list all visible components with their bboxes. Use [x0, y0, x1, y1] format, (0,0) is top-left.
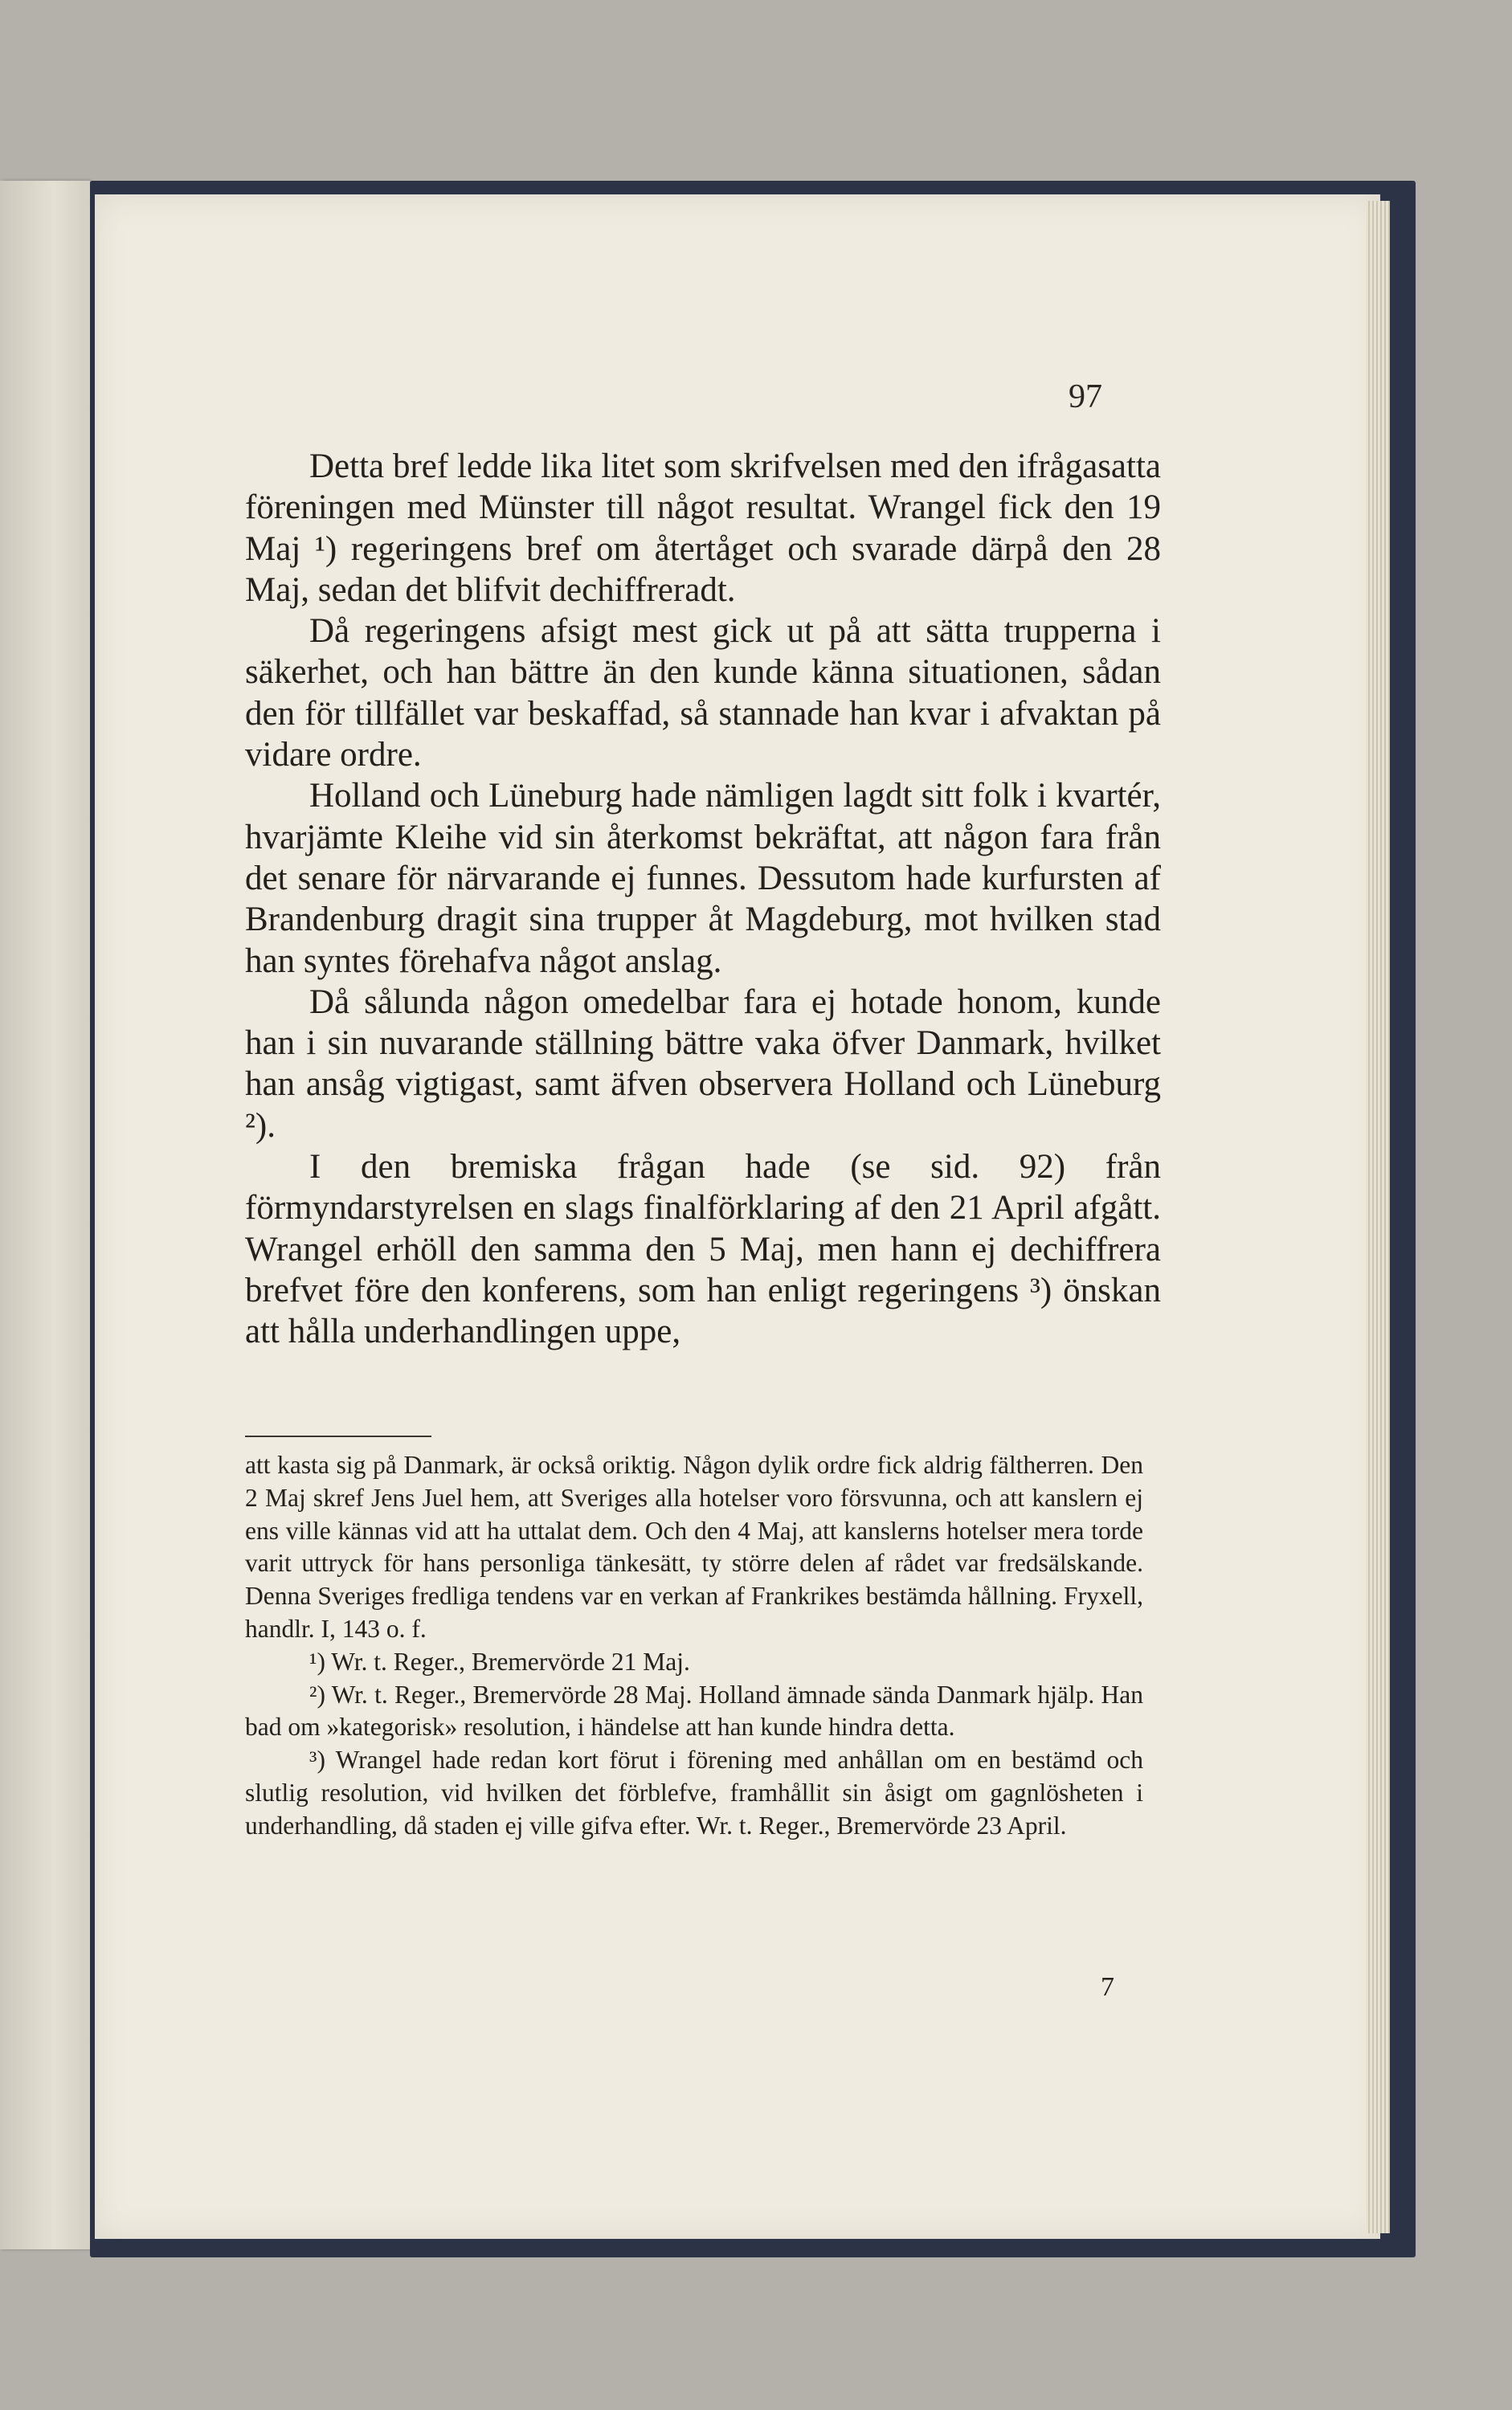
main-text: [245, 446, 1161, 1353]
paragraph: I den bremiska frågan hade (se sid. 92) från förmyndarstyrelsen en slags finalförklaring af den 21 April afgått. Wrangel erhöll den samma den 5 Maj, men hann ej dechiffrera brefvet före den konferens, som han enligt regeringens ³) önskan att hålla underhandlingen uppe,: [245, 1148, 1161, 1351]
footnote-continued: [245, 1449, 1143, 1646]
footnote-text: Wr. t. Reger., Bremervörde 28 Maj. Holland ämnade sända Danmark hjälp. Han bad om »kategorisk» resolution, i händelse att han kunde hindra detta.: [245, 1680, 1143, 1742]
paragraph: Holland och Lüneburg hade nämligen lagdt sitt folk i kvartér, hvarjämte Kleihe vid sin återkomst bekräftat, att någon fara från det senare för närvarande ej funnes. Dessutom hade kurfursten af Brandenburg dragit sina trupper åt Magdeburg, mot hvilken stad han syntes förehafva något anslag.: [245, 777, 1161, 980]
footnote: [245, 1744, 1143, 1842]
paragraph: Då sålunda någon omedelbar fara ej hotade honom, kunde han i sin nuvarande ställning bättre vaka öfver Danmark, hvilket han ansåg vigtigast, samt äfven observera Holland och Lüneburg ²).: [245, 982, 1161, 1145]
footnote: [245, 1646, 1143, 1679]
paragraph: Detta bref ledde lika litet som skrifvelsen med den ifrågasatta föreningen med Münster till något resultat. Wrangel fick den 19 Maj ¹) regeringens bref om återtåget och svarade därpå den 28 Maj, sedan det blifvit dechiffreradt.: [245, 447, 1161, 609]
footnote-text: att kasta sig på Danmark, är också oriktig. Någon dylik ordre fick aldrig fältherren. Den 2 Maj skref Jens Juel hem, att Sveriges alla hotelser voro försvunna, och att kanslern ej ens ville kännas vid att ha uttalat dem. Och den 4 Maj, att kanslerns hotelser mera torde varit uttryck för hans personliga tänkesätt, ty större delen af rådet var fredsälskande. Denna Sveriges fredliga tendens var en verkan af Frankrikes bestämda hållning. Fryxell, handlr. I, 143 o. f.: [245, 1451, 1143, 1643]
footnote-rule: [245, 1436, 431, 1437]
previous-page-edge: [0, 181, 90, 2249]
paragraph: Då regeringens afsigt mest gick ut på att sätta trupperna i säkerhet, och han bättre än den kunde känna situationen, sådan den för tillfället var beskaffad, så stannade han kvar i afvaktan på vidare ordre.: [245, 612, 1161, 774]
footnote-text: Wr. t. Reger., Bremervörde 21 Maj.: [331, 1647, 690, 1676]
footnote-text: Wrangel hade redan kort förut i förening med anhållan om en bestämd och slutlig resolution, vid hvilken det förblefve, framhållit sin åsigt om gagnlösheten i underhandling, då staden ej ville gifva efter. Wr. t. Reger., Bremervörde 23 April.: [245, 1746, 1143, 1840]
footnote-mark: ³): [309, 1746, 325, 1775]
page-block-edge: [1366, 201, 1390, 2233]
footnotes: [245, 1449, 1143, 1843]
footnote-mark: ¹): [309, 1647, 325, 1676]
page-number: 97: [1069, 378, 1102, 415]
footnote: [245, 1679, 1143, 1745]
signature-mark: 7: [1101, 1972, 1114, 2002]
footnote-mark: ²): [309, 1680, 325, 1709]
